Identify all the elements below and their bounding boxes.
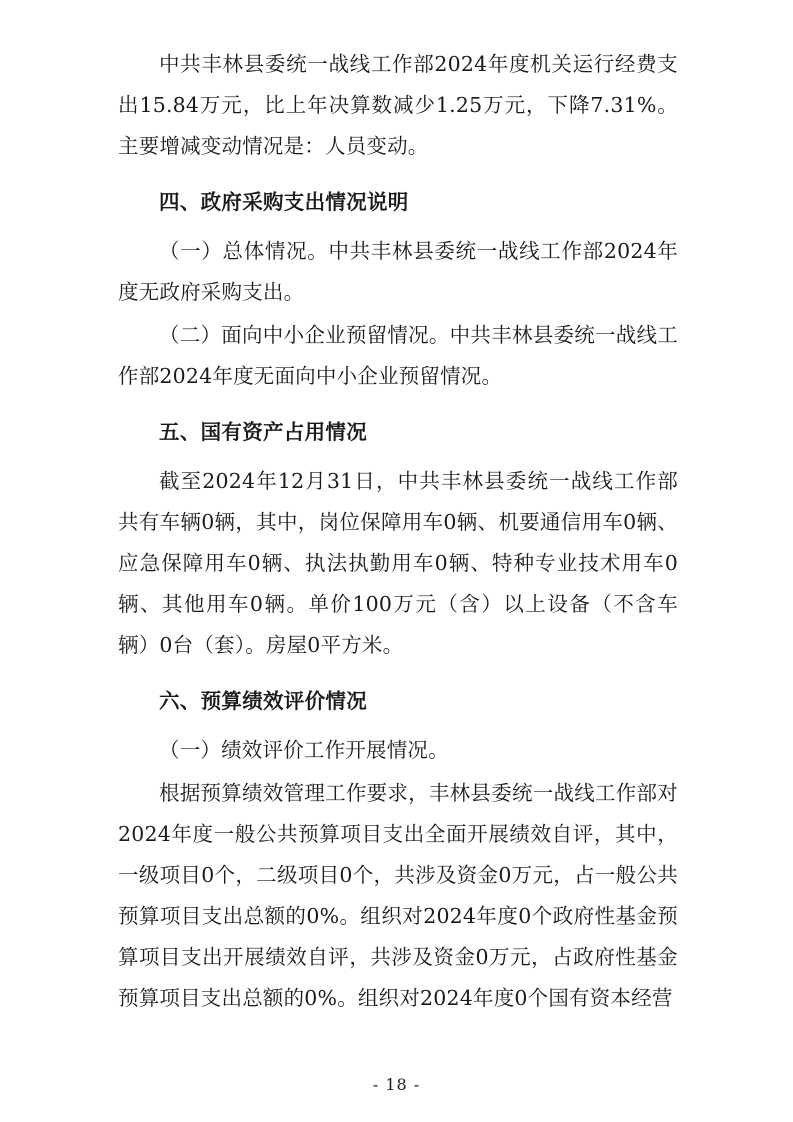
document-content <box>118 44 678 1021</box>
paragraph-state-assets-detail: 截至2024年12月31日，中共丰林县委统一战线工作部共有车辆0辆，其中，岗位保障用车0辆、机要通信用车0辆、应急保障用车0辆、执法执勤用车0辆、特种专业技术用车0辆、其他用车0辆。单价100万元（含）以上设备（不含车辆）0台（套）。房屋0平方米。 <box>118 469 678 657</box>
heading-state-assets: 五、国有资产占用情况 <box>159 420 367 444</box>
paragraph-performance-self-evaluation: 根据预算绩效管理工作要求，丰林县委统一战线工作部对2024年度一般公共预算项目支出全面开展绩效自评，其中，一级项目0个，二级项目0个，共涉及资金0万元，占一般公共预算项目支出总额的0%。组织对2024年度0个政府性基金预算项目支出开展绩效自评，共涉及资金0万元，占政府性基金预算项目支出总额的0%。组织对2024年度0个国有资本经营 <box>118 781 678 1010</box>
paragraph-operating-expenses: 中共丰林县委统一战线工作部2024年度机关运行经费支出15.84万元，比上年决算数减少1.25万元，下降7.31%。主要增减变动情况是：人员变动。 <box>118 52 678 158</box>
heading-government-procurement: 四、政府采购支出情况说明 <box>159 190 409 214</box>
paragraph-procurement-overall: （一）总体情况。中共丰林县委统一战线工作部2024年度无政府采购支出。 <box>118 239 678 304</box>
paragraph-performance-evaluation-work: （一）绩效评价工作开展情况。 <box>159 738 449 762</box>
page-number: - 18 - <box>372 1075 421 1094</box>
paragraph-procurement-sme: （二）面向中小企业预留情况。中共丰林县委统一战线工作部2024年度无面向中小企业预留情况。 <box>118 323 678 388</box>
heading-budget-performance: 六、预算绩效评价情况 <box>159 689 367 713</box>
